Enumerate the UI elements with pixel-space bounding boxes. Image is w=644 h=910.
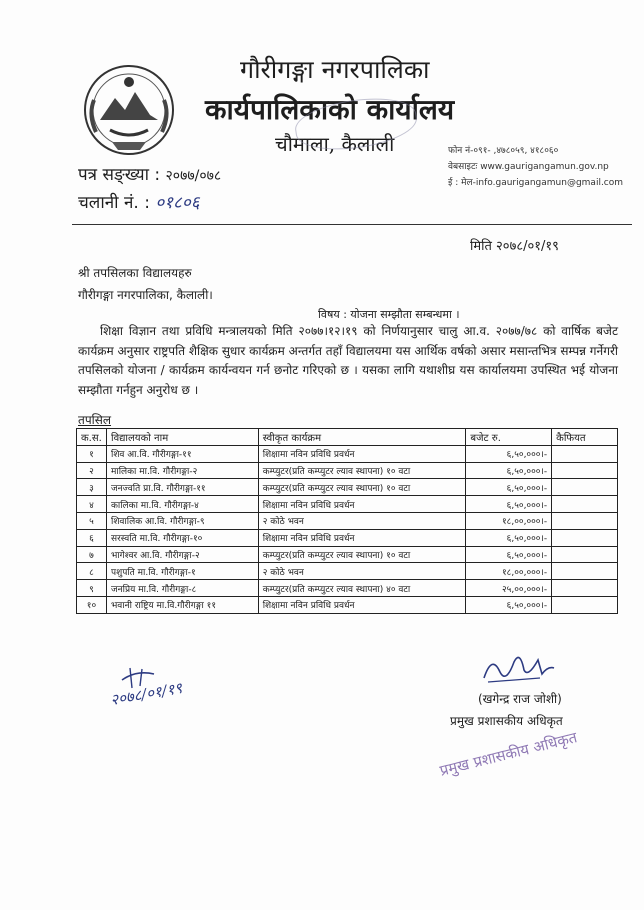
header-budget: बजेट रु. — [466, 429, 552, 446]
reference-number — [78, 162, 221, 185]
cell-remarks — [552, 596, 618, 613]
cell-sn: ५ — [77, 512, 107, 529]
cell-remarks — [552, 546, 618, 563]
dispatch-value: ०१८०६ — [155, 193, 200, 213]
table-row — [77, 512, 618, 529]
cell-program: कम्प्युटर(प्रति कम्प्युटर ल्याव स्थापना) ४० वटा — [258, 580, 466, 597]
cell-budget: ६,५०,०००।- — [466, 596, 552, 613]
contact-email: ई : मेल-info.gaurigangamun@gmail.com — [448, 178, 624, 188]
cell-program: कम्प्युटर(प्रति कम्प्युटर ल्याव स्थापना) १० वटा — [258, 462, 466, 479]
cell-school: पशुपति मा.वि. गौरीगङ्गा-१ — [106, 563, 258, 580]
cell-budget: १८,००,०००।- — [466, 563, 552, 580]
table-row — [77, 529, 618, 546]
cell-sn: १० — [77, 596, 107, 613]
cell-school: शिव आ.वि. गौरीगङ्गा-११ — [106, 445, 258, 462]
cell-remarks — [552, 496, 618, 513]
dispatch-label: चलानी नं. : — [78, 193, 150, 213]
office-name: गौरीगङ्गा नगरपालिका — [240, 55, 430, 84]
table-row — [77, 445, 618, 462]
cell-remarks — [552, 479, 618, 496]
cell-remarks — [552, 580, 618, 597]
table-row — [77, 496, 618, 513]
cell-budget: ६,५०,०००।- — [466, 496, 552, 513]
cell-school: मालिका मा.वि. गौरीगङ्गा-२ — [106, 462, 258, 479]
contact-website: वेबसाइटः www.gaurigangamun.gov.np — [448, 162, 609, 172]
cell-sn: ६ — [77, 529, 107, 546]
header-remarks: कैफियत — [552, 429, 618, 446]
handwritten-date: २०७८/०१/१९ — [108, 678, 184, 710]
contact-phone: फोन नं-०९१- ,४७८०५९, ४१८०६० — [448, 146, 559, 156]
signatory-post: प्रमुख प्रशासकीय अधिकृत — [450, 714, 563, 728]
recipient-line: श्री तपसिलका विद्यालयहरु — [78, 266, 192, 280]
table-row — [77, 580, 618, 597]
reference-value: २०७७/०७८ — [165, 168, 222, 184]
cell-program: कम्प्युटर(प्रति कम्प्युटर ल्याव स्थापना) १० वटा — [258, 479, 466, 496]
cell-remarks — [552, 512, 618, 529]
table-row — [77, 546, 618, 563]
schools-table — [76, 428, 618, 614]
cell-remarks — [552, 445, 618, 462]
cell-sn: ९ — [77, 580, 107, 597]
cell-budget: २५,००,०००।- — [466, 580, 552, 597]
cell-school: कालिका मा.वि. गौरीगङ्गा-४ — [106, 496, 258, 513]
office-title: कार्यपालिकाको कार्यालय — [205, 93, 455, 126]
cell-school: भवानी राष्ट्रिय मा.वि.गौरीगङ्गा ११ — [106, 596, 258, 613]
cell-sn: २ — [77, 462, 107, 479]
cell-program: शिक्षामा नविन प्रविधि प्रवर्धन — [258, 596, 466, 613]
dispatch-number — [78, 190, 200, 213]
cell-budget: ६,५०,०००।- — [466, 445, 552, 462]
table-header-row — [77, 429, 618, 446]
cell-sn: ७ — [77, 546, 107, 563]
letter-date: मिति २०७८/०१/१९ — [470, 239, 559, 254]
designation-stamp: प्रमुख प्रशासकीय अधिकृत — [437, 728, 579, 780]
cell-school: जनज्वति प्रा.वि. गौरीगङ्गा-११ — [106, 479, 258, 496]
cell-budget: ६,५०,०००।- — [466, 529, 552, 546]
cell-program: २ कोठे भवन — [258, 512, 466, 529]
header-divider — [72, 224, 632, 225]
cell-school: शिवालिक आ.वि. गौरीगङ्गा-९ — [106, 512, 258, 529]
body-paragraph: शिक्षा विज्ञान तथा प्रविधि मन्त्रालयको मिति २०७७।१२।१९ को निर्णयानुसार चालु आ.व. २०७७/७८ को वार्षिक बजेट कार्यक्रम अनुसार राष्ट्रपति शैक्षिक सुधार कार्यक्रम अन्तर्गत तहाँ विद्यालयमा यस आर्थिक वर्षको असार मसान्तभित्र सम्पन्न गर्नेगरी तपसिलको योजना / कार्यक्रम कार्यन्वयन गर्न छनोट गरिएको छ । यसका लागि यथाशीघ्र यस कार्यालयमा उपस्थित भई योजना सम्झौता गर्नहुन अनुरोध छ । — [78, 324, 618, 397]
letter-subject: विषय : योजना सम्झौता सम्बन्धमा । — [318, 308, 460, 321]
nepal-emblem-icon — [80, 60, 178, 160]
cell-program: शिक्षामा नविन प्रविधि प्रवर्धन — [258, 445, 466, 462]
table-row — [77, 479, 618, 496]
cell-sn: ८ — [77, 563, 107, 580]
cell-remarks — [552, 529, 618, 546]
header-school: विद्यालयको नाम — [106, 429, 258, 446]
cell-school: भागेश्वर आ.वि. गौरीगङ्गा-२ — [106, 546, 258, 563]
cell-school: सरस्वति मा.वि. गौरीगङ्गा-१० — [106, 529, 258, 546]
cell-sn: १ — [77, 445, 107, 462]
cell-budget: ६,५०,०००।- — [466, 462, 552, 479]
cell-remarks — [552, 563, 618, 580]
header-sn: क.स. — [77, 429, 107, 446]
cell-program: शिक्षामा नविन प्रविधि प्रवर्धन — [258, 529, 466, 546]
cell-sn: ४ — [77, 496, 107, 513]
office-address: चौमाला, कैलाली — [275, 132, 395, 156]
signature-icon — [478, 648, 558, 688]
cell-remarks — [552, 462, 618, 479]
reference-label: पत्र सङ्ख्या : — [78, 165, 161, 185]
cell-school: जनप्रिय मा.वि. गौरीगङ्गा-८ — [106, 580, 258, 597]
cell-budget: ६,५०,०००।- — [466, 479, 552, 496]
table-row — [77, 596, 618, 613]
cell-budget: १८,००,०००।- — [466, 512, 552, 529]
table-row — [77, 563, 618, 580]
cell-program: कम्प्युटर(प्रति कम्प्युटर ल्याव स्थापना) १० वटा — [258, 546, 466, 563]
signatory-name: (खगेन्द्र राज जोशी) — [478, 692, 562, 706]
cell-program: २ कोठे भवन — [258, 563, 466, 580]
letter-body — [78, 322, 618, 400]
table-row — [77, 462, 618, 479]
cell-sn: ३ — [77, 479, 107, 496]
recipient-address: गौरीगङ्गा नगरपालिका, कैलाली। — [78, 288, 213, 302]
details-heading: तपसिल — [78, 413, 112, 427]
cell-program: शिक्षामा नविन प्रविधि प्रवर्धन — [258, 496, 466, 513]
cell-budget: ६,५०,०००।- — [466, 546, 552, 563]
header-program: स्वीकृत कार्यक्रम — [258, 429, 466, 446]
